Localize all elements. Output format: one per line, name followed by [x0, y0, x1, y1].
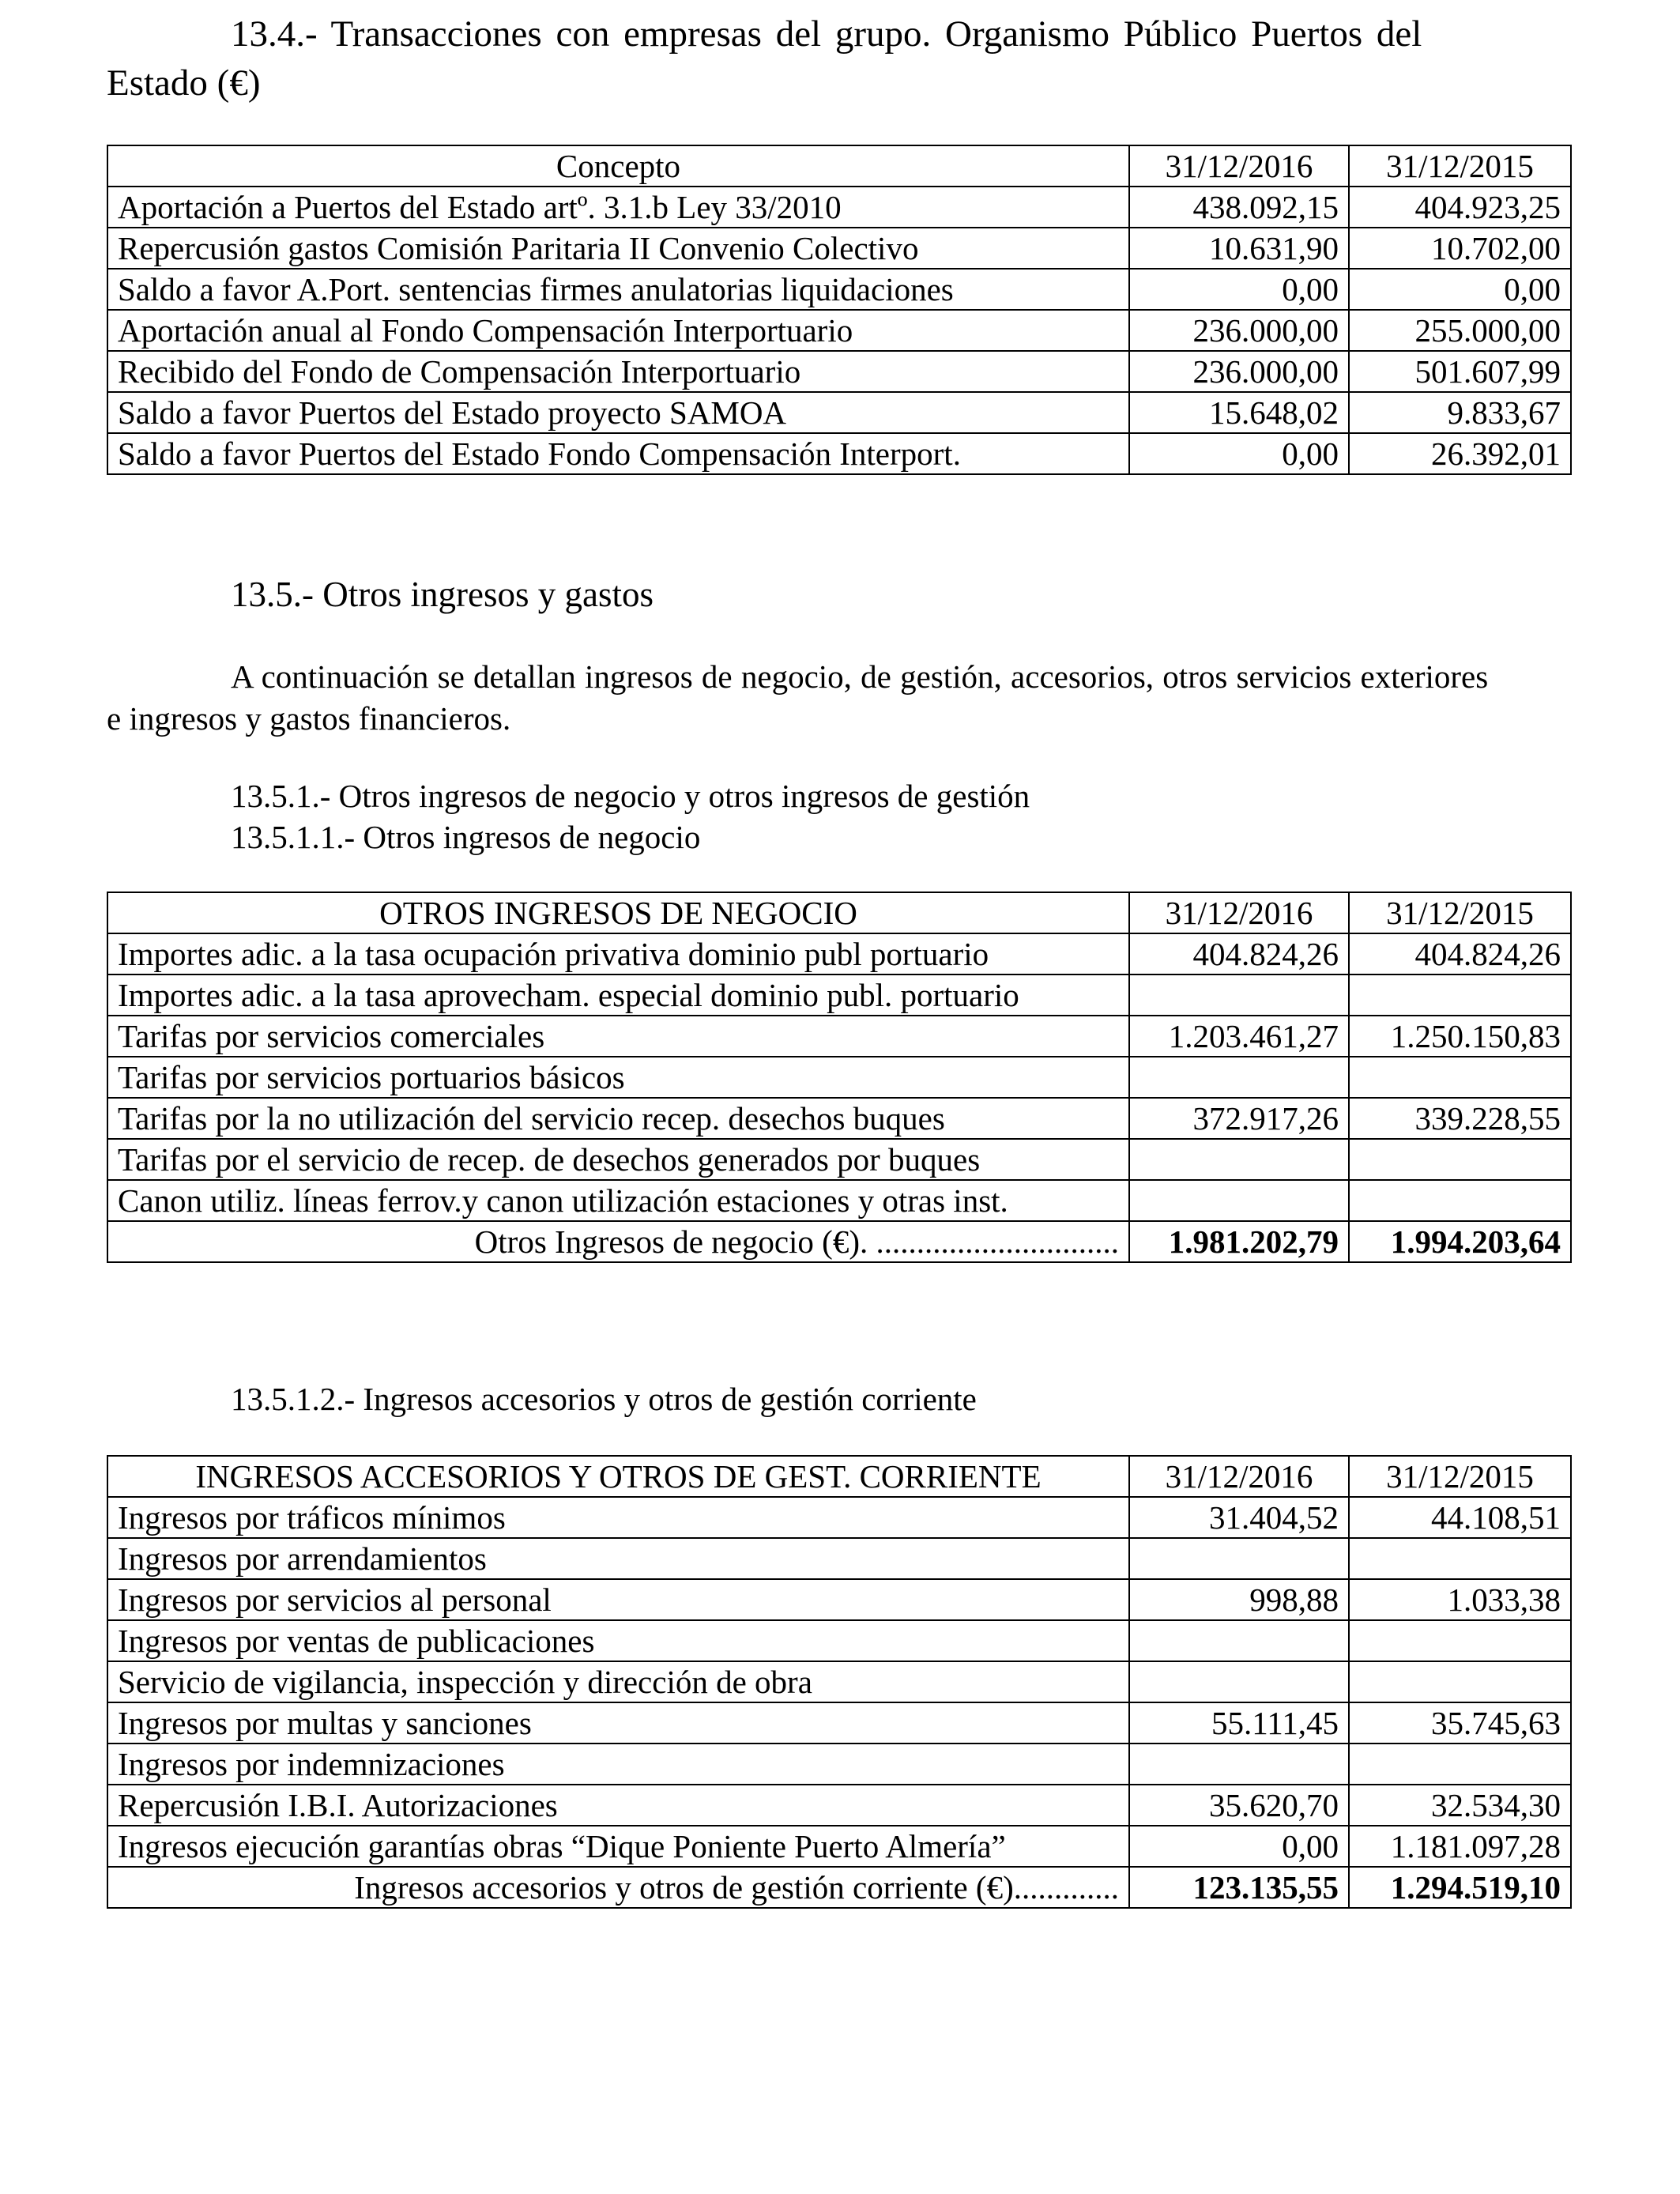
header-2015: 31/12/2015	[1349, 145, 1571, 187]
row-value-2015: 501.607,99	[1349, 351, 1571, 392]
table-otros-ingresos-negocio	[107, 892, 1572, 1263]
row-concepto: Canon utiliz. líneas ferrov.y canon utilización estaciones y otras inst.	[107, 1180, 1129, 1221]
row-value-2015: 404.923,25	[1349, 187, 1571, 228]
row-value-2016: 0,00	[1129, 433, 1349, 474]
table-row	[107, 187, 1571, 228]
row-concepto: Repercusión I.B.I. Autorizaciones	[107, 1785, 1129, 1826]
table-row	[107, 392, 1571, 433]
row-concepto: Importes adic. a la tasa ocupación privativa dominio publ portuario	[107, 933, 1129, 974]
row-value-2016: 0,00	[1129, 269, 1349, 310]
header-2016: 31/12/2016	[1129, 145, 1349, 187]
table-row	[107, 1702, 1571, 1744]
row-value-2015	[1349, 1139, 1571, 1180]
row-value-2015	[1349, 974, 1571, 1016]
row-concepto: Importes adic. a la tasa aprovecham. especial dominio publ. portuario	[107, 974, 1129, 1016]
table-row	[107, 351, 1571, 392]
table-total-row	[107, 1867, 1571, 1908]
table-row	[107, 1016, 1571, 1057]
row-value-2016: 404.824,26	[1129, 933, 1349, 974]
row-value-2016: 15.648,02	[1129, 392, 1349, 433]
total-label: Otros Ingresos de negocio (€). ..............................	[107, 1221, 1129, 1262]
table-row	[107, 269, 1571, 310]
header-concepto: INGRESOS ACCESORIOS Y OTROS DE GEST. CORRIENTE	[107, 1456, 1129, 1497]
total-2015: 1.994.203,64	[1349, 1221, 1571, 1262]
row-value-2015: 26.392,01	[1349, 433, 1571, 474]
row-value-2016	[1129, 974, 1349, 1016]
row-value-2015: 1.033,38	[1349, 1579, 1571, 1620]
row-value-2016: 372.917,26	[1129, 1098, 1349, 1139]
subsection-13-5-1-2-title: 13.5.1.2.- Ingresos accesorios y otros de gestión corriente	[231, 1381, 977, 1417]
table-row	[107, 1139, 1571, 1180]
row-value-2016	[1129, 1620, 1349, 1661]
row-value-2015: 9.833,67	[1349, 392, 1571, 433]
intro-paragraph-line2: e ingresos y gastos financieros.	[107, 700, 511, 737]
row-value-2016	[1129, 1057, 1349, 1098]
row-value-2016	[1129, 1139, 1349, 1180]
header-concepto: OTROS INGRESOS DE NEGOCIO	[107, 892, 1129, 933]
header-2016: 31/12/2016	[1129, 892, 1349, 933]
header-2015: 31/12/2015	[1349, 892, 1571, 933]
row-concepto: Ingresos por arrendamientos	[107, 1538, 1129, 1579]
subsection-13-5-1-title: 13.5.1.- Otros ingresos de negocio y otros ingresos de gestión	[231, 778, 1030, 814]
table-header-row	[107, 145, 1571, 187]
row-concepto: Ingresos por ventas de publicaciones	[107, 1620, 1129, 1661]
row-value-2015	[1349, 1538, 1571, 1579]
table-row	[107, 1785, 1571, 1826]
row-value-2015: 404.824,26	[1349, 933, 1571, 974]
total-2016: 123.135,55	[1129, 1867, 1349, 1908]
total-2016: 1.981.202,79	[1129, 1221, 1349, 1262]
section-13-4-title-line1: 13.4.- Transacciones con empresas del grupo. Organismo Público Puertos del	[231, 13, 1422, 55]
row-value-2015: 35.745,63	[1349, 1702, 1571, 1744]
row-concepto: Ingresos por multas y sanciones	[107, 1702, 1129, 1744]
row-concepto: Aportación anual al Fondo Compensación Interportuario	[107, 310, 1129, 351]
table-row	[107, 310, 1571, 351]
row-value-2015: 255.000,00	[1349, 310, 1571, 351]
table-row	[107, 1497, 1571, 1538]
table-row	[107, 1620, 1571, 1661]
table-row	[107, 228, 1571, 269]
row-value-2016	[1129, 1538, 1349, 1579]
row-concepto: Recibido del Fondo de Compensación Interportuario	[107, 351, 1129, 392]
row-concepto: Ingresos por tráficos mínimos	[107, 1497, 1129, 1538]
row-value-2016: 998,88	[1129, 1579, 1349, 1620]
row-value-2016: 31.404,52	[1129, 1497, 1349, 1538]
row-value-2015: 1.181.097,28	[1349, 1826, 1571, 1867]
table-row	[107, 974, 1571, 1016]
row-value-2015: 0,00	[1349, 269, 1571, 310]
row-value-2016: 0,00	[1129, 1826, 1349, 1867]
row-value-2015	[1349, 1057, 1571, 1098]
row-value-2015	[1349, 1661, 1571, 1702]
row-value-2016: 236.000,00	[1129, 310, 1349, 351]
table-row	[107, 1661, 1571, 1702]
total-label: Ingresos accesorios y otros de gestión corriente (€).............	[107, 1867, 1129, 1908]
table-ingresos-accesorios	[107, 1455, 1572, 1909]
header-2015: 31/12/2015	[1349, 1456, 1571, 1497]
header-2016: 31/12/2016	[1129, 1456, 1349, 1497]
table-header-row	[107, 1456, 1571, 1497]
table-row	[107, 1057, 1571, 1098]
table-row	[107, 933, 1571, 974]
row-value-2016	[1129, 1661, 1349, 1702]
table-total-row	[107, 1221, 1571, 1262]
row-value-2016: 1.203.461,27	[1129, 1016, 1349, 1057]
row-concepto: Repercusión gastos Comisión Paritaria II Convenio Colectivo	[107, 228, 1129, 269]
table-row	[107, 433, 1571, 474]
row-value-2016	[1129, 1744, 1349, 1785]
table-row	[107, 1538, 1571, 1579]
row-concepto: Saldo a favor Puertos del Estado proyecto SAMOA	[107, 392, 1129, 433]
row-concepto: Tarifas por la no utilización del servicio recep. desechos buques	[107, 1098, 1129, 1139]
row-value-2016: 236.000,00	[1129, 351, 1349, 392]
row-value-2016: 10.631,90	[1129, 228, 1349, 269]
header-concepto: Concepto	[107, 145, 1129, 187]
row-value-2015: 339.228,55	[1349, 1098, 1571, 1139]
row-concepto: Aportación a Puertos del Estado artº. 3.1.b Ley 33/2010	[107, 187, 1129, 228]
subsection-13-5-1-1-title: 13.5.1.1.- Otros ingresos de negocio	[231, 819, 701, 855]
row-value-2015: 10.702,00	[1349, 228, 1571, 269]
row-value-2015	[1349, 1744, 1571, 1785]
row-value-2016	[1129, 1180, 1349, 1221]
row-value-2015	[1349, 1620, 1571, 1661]
row-value-2016: 438.092,15	[1129, 187, 1349, 228]
row-value-2015	[1349, 1180, 1571, 1221]
row-concepto: Ingresos ejecución garantías obras “Dique Poniente Puerto Almería”	[107, 1826, 1129, 1867]
section-13-5-title: 13.5.- Otros ingresos y gastos	[231, 575, 654, 614]
row-value-2015: 32.534,30	[1349, 1785, 1571, 1826]
table-row	[107, 1098, 1571, 1139]
row-value-2016: 35.620,70	[1129, 1785, 1349, 1826]
row-concepto: Ingresos por servicios al personal	[107, 1579, 1129, 1620]
table-header-row	[107, 892, 1571, 933]
row-concepto: Tarifas por servicios comerciales	[107, 1016, 1129, 1057]
table-row	[107, 1826, 1571, 1867]
row-concepto: Saldo a favor Puertos del Estado Fondo Compensación Interport.	[107, 433, 1129, 474]
row-concepto: Saldo a favor A.Port. sentencias firmes anulatorias liquidaciones	[107, 269, 1129, 310]
total-2015: 1.294.519,10	[1349, 1867, 1571, 1908]
row-concepto: Servicio de vigilancia, inspección y dirección de obra	[107, 1661, 1129, 1702]
row-concepto: Tarifas por el servicio de recep. de desechos generados por buques	[107, 1139, 1129, 1180]
table-row	[107, 1744, 1571, 1785]
intro-paragraph-line1: A continuación se detallan ingresos de negocio, de gestión, accesorios, otros servicios exteriores	[231, 658, 1489, 695]
row-value-2015: 44.108,51	[1349, 1497, 1571, 1538]
row-concepto: Ingresos por indemnizaciones	[107, 1744, 1129, 1785]
row-value-2016: 55.111,45	[1129, 1702, 1349, 1744]
table-transacciones-grupo	[107, 145, 1572, 475]
row-concepto: Tarifas por servicios portuarios básicos	[107, 1057, 1129, 1098]
section-13-4-title-line2: Estado (€)	[107, 62, 261, 104]
table-row	[107, 1180, 1571, 1221]
row-value-2015: 1.250.150,83	[1349, 1016, 1571, 1057]
table-row	[107, 1579, 1571, 1620]
